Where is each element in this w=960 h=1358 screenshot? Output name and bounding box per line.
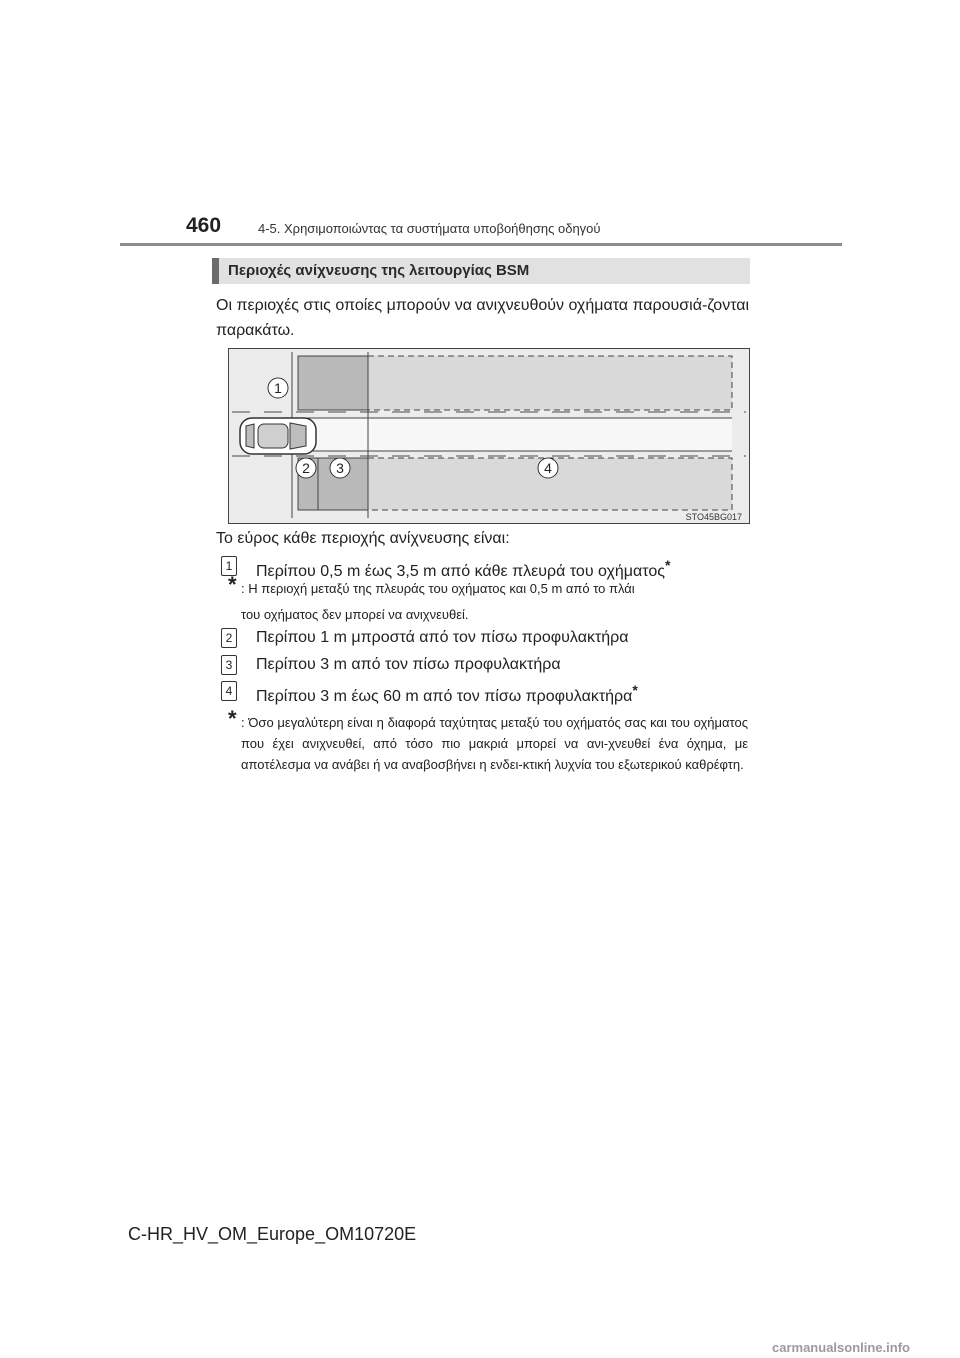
range-item-2 <box>216 628 756 654</box>
section-marker <box>212 258 219 284</box>
vehicle-icon <box>240 418 316 454</box>
callout-4-label: 4 <box>544 460 552 476</box>
callout-3-label: 3 <box>336 460 344 476</box>
note-1-line-2: του οχήματος δεν μπορεί να ανιχνευθεί. <box>241 607 469 622</box>
callout-2 <box>296 458 316 478</box>
ranges-title: Το εύρος κάθε περιοχής ανίχνευσης είναι: <box>216 530 510 547</box>
section-heading <box>212 258 750 284</box>
note-1-star: * <box>228 572 237 597</box>
own-lane <box>292 418 732 451</box>
range-text-1: Περίπου 0,5 m έως 3,5 m από κάθε πλευρά του οχήματος* <box>256 557 671 580</box>
range-item-4 <box>216 681 756 707</box>
callout-3 <box>330 458 350 478</box>
page-number: 460 <box>186 214 222 237</box>
note-2-text: : Όσο μεγαλύτερη είναι η διαφορά ταχύτητας μεταξύ του οχήματός σας και του οχήματος που έχει ανιχνευθεί, από τόσο πιο μακριά μπορεί να ανι-χνευθεί ένα όχημα, με αποτέλεσμα να ανάβει ή να αναβοσβήνει η ενδει-κτική λυχνία του εξωτερικού καθρέφτη. <box>241 715 748 772</box>
callout-1-label: 1 <box>274 380 282 396</box>
watermark: carmanualsonline.info <box>772 1340 910 1355</box>
range-number-1: 1 <box>221 556 237 576</box>
callout-2-label: 2 <box>302 460 310 476</box>
bsm-detection-diagram <box>228 348 750 524</box>
document-id: C-HR_HV_OM_Europe_OM10720E <box>128 1224 417 1244</box>
range-text-4: Περίπου 3 m έως 60 m από τον πίσω προφυλακτήρα* <box>256 682 638 705</box>
callout-4 <box>538 458 558 478</box>
header-divider <box>120 243 842 246</box>
chapter-title: 4-5. Χρησιμοποιώντας τα συστήματα υποβοήθησης οδηγού <box>258 221 601 236</box>
range-number-4: 4 <box>221 681 237 701</box>
range-item-3 <box>216 655 756 681</box>
range-text-3: Περίπου 3 m από τον πίσω προφυλακτήρα <box>256 656 561 673</box>
note-2-star: * <box>228 706 237 731</box>
note-1-line-1: : Η περιοχή μεταξύ της πλευράς του οχήματος και 0,5 m από το πλάι <box>241 581 635 596</box>
range-number-3: 3 <box>221 655 237 675</box>
range-note-2 <box>228 706 748 792</box>
section-intro: Οι περιοχές στις οποίες μπορούν να ανιχνευθούν οχήματα παρουσιά-ζονται παρακάτω. <box>216 297 750 339</box>
zone-2-upper <box>298 356 368 410</box>
callout-1 <box>268 378 288 398</box>
section-title: Περιοχές ανίχνευσης της λειτουργίας BSM <box>228 262 530 279</box>
range-text-2: Περίπου 1 m μπροστά από τον πίσω προφυλακτήρα <box>256 629 629 646</box>
range-number-2: 2 <box>221 628 237 648</box>
diagram-code: STO45BG017 <box>685 512 742 522</box>
zone-4-upper <box>368 356 732 410</box>
range-note-1 <box>228 572 748 622</box>
